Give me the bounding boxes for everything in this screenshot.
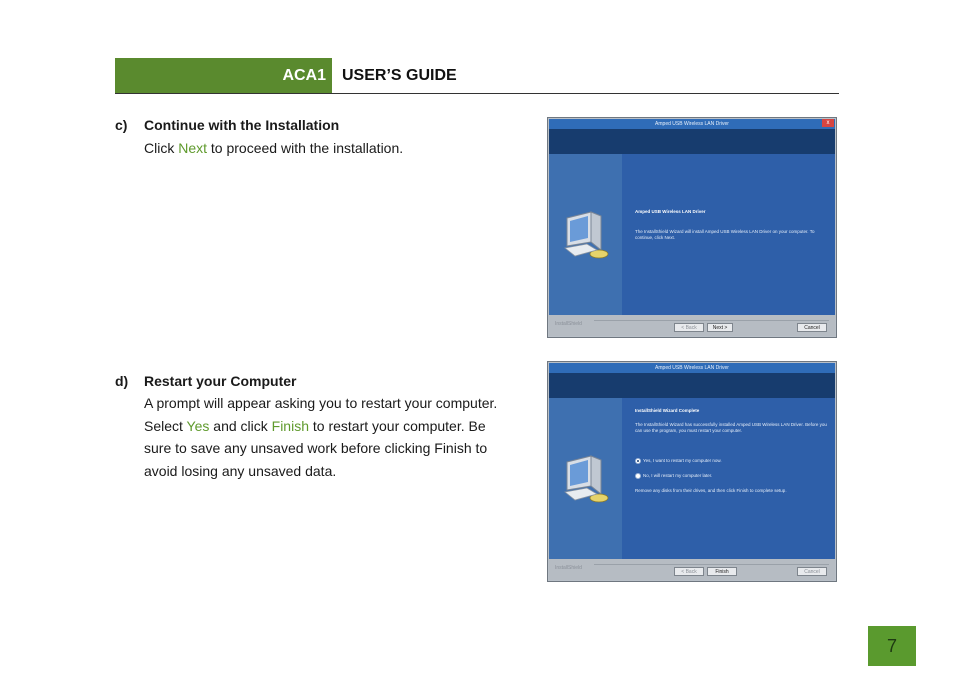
footer-divider [594, 564, 829, 565]
installshield-brand: InstallShield [555, 321, 582, 327]
yes-keyword: Yes [186, 417, 210, 434]
wizard-banner [549, 129, 835, 154]
back-button: < Back [674, 323, 704, 332]
step-d-line2: Select Yes and click Finish to restart your computer. Be [144, 417, 486, 434]
page-number: 7 [868, 626, 916, 666]
wizard-sidebar [549, 398, 622, 561]
step-c-text-end: to proceed with the installation. [207, 140, 404, 156]
step-d-body [144, 392, 529, 482]
window-title: Amped USB Wireless LAN Driver [549, 119, 835, 129]
step-c-body [144, 137, 529, 160]
wizard-content [622, 154, 835, 315]
cancel-button: Cancel [797, 567, 827, 576]
finish-button: Finish [707, 567, 737, 576]
header-guide-title: USER’S GUIDE [342, 67, 457, 84]
computer-icon [557, 204, 617, 264]
wizard-text-line2: continue, click Next. [635, 235, 676, 240]
next-button: Next > [707, 323, 733, 332]
wizard-heading: InstallShield Wizard Complete [635, 408, 700, 413]
header-rule [115, 93, 839, 94]
restart-now-label: Yes, I want to restart my computer now. [643, 458, 722, 463]
wizard-footer [549, 559, 835, 580]
footer-divider [594, 320, 829, 321]
restart-later-label: No, I will restart my computer later. [643, 473, 713, 478]
restart-later-radio [635, 473, 641, 479]
wizard-banner [549, 373, 835, 398]
back-button: < Back [674, 567, 704, 576]
wizard-content [622, 398, 835, 561]
wizard-text-line2: can use the program, you must restart your computer. [635, 428, 743, 433]
wizard-text-line1: The InstallShield Wizard has successfully installed Amped USB Wireless LAN Driver. Before you [635, 422, 827, 427]
header-product-name: ACA1 [282, 67, 326, 84]
next-keyword: Next [178, 140, 208, 156]
cancel-button: Cancel [797, 323, 827, 332]
installer-screenshot-welcome [547, 117, 837, 338]
step-d-letter: d) [115, 373, 129, 389]
wizard-heading: Amped USB Wireless LAN Driver [635, 209, 706, 214]
computer-icon [557, 448, 617, 508]
step-d-line3: sure to save any unsaved work before clicking Finish to [144, 440, 488, 456]
installshield-brand: InstallShield [555, 565, 582, 571]
wizard-text-line1: The InstallShield Wizard will install Amped USB Wireless LAN Driver on your computer. To [635, 229, 815, 234]
restart-now-radio [635, 458, 641, 464]
close-icon: x [822, 119, 834, 127]
finish-keyword: Finish [271, 417, 309, 434]
step-c-heading: Continue with the Installation [144, 117, 340, 133]
step-d-line1: A prompt will appear asking you to restart your computer. [144, 395, 498, 411]
wizard-note: Remove any disks from their drives, and then click Finish to complete setup. [635, 488, 787, 493]
wizard-sidebar [549, 154, 622, 315]
step-d-line4: avoid losing any unsaved data. [144, 462, 337, 479]
step-d-heading: Restart your Computer [144, 373, 297, 389]
installer-screenshot-complete [547, 361, 837, 582]
step-c-text: Click [144, 140, 179, 156]
wizard-footer [549, 315, 835, 336]
step-c-letter: c) [115, 117, 128, 133]
window-title: Amped USB Wireless LAN Driver [549, 363, 835, 373]
